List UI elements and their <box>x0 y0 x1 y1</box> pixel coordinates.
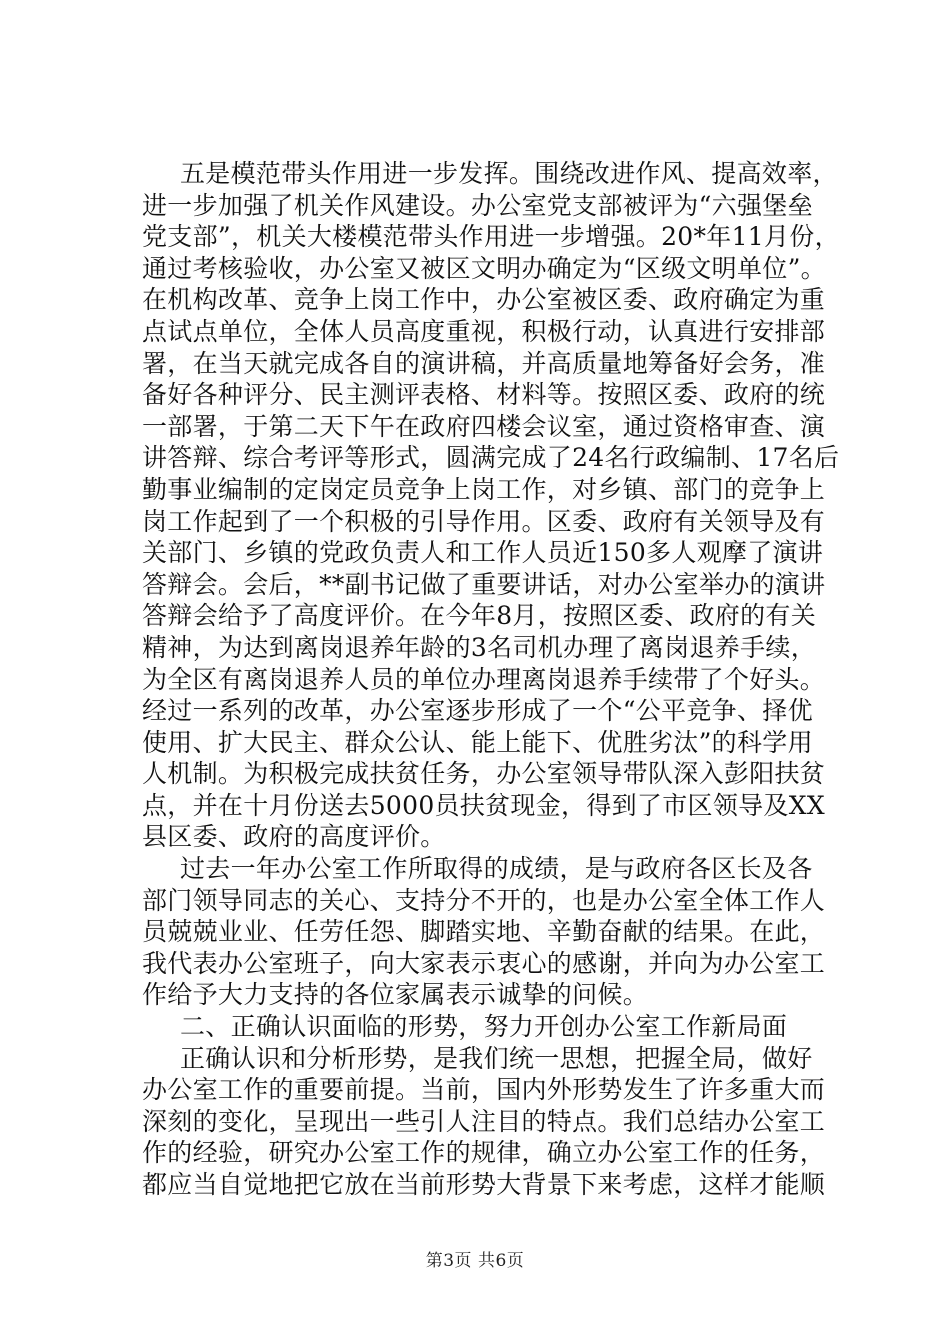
paragraph-line: 进一步加强了机关作风建设。办公室党支部被评为“六强堡垒 <box>142 190 813 220</box>
page-footer: 第3页 共6页 <box>425 1251 525 1271</box>
paragraph-line: 备好各种评分、民主测评表格、材料等。按照区委、政府的统 <box>142 380 826 410</box>
paragraph-line: 点，并在十月份送去5000员扶贫现金，得到了市区领导及XX <box>142 790 825 820</box>
paragraph-line: 我代表办公室班子，向大家表示衷心的感谢，并向为办公室工 <box>142 948 826 978</box>
paragraph-line: 为全区有离岗退养人员的单位办理离岗退养手续带了个好头。 <box>142 664 826 694</box>
paragraph-line: 县区委、政府的高度评价。 <box>142 822 446 852</box>
paragraph-line: 在机构改革、竞争上岗工作中，办公室被区委、政府确定为重 <box>142 285 826 315</box>
paragraph-line: 署，在当天就完成各自的演讲稿，并高质量地筹备好会务，准 <box>142 348 826 378</box>
paragraph-line: 答辩会给予了高度评价。在今年8月，按照区委、政府的有关 <box>142 601 817 631</box>
paragraph-line: 作给予大力支持的各位家属表示诚挚的问候。 <box>142 980 649 1010</box>
paragraph-line: 一部署，于第二天下午在政府四楼会议室，通过资格审查、演 <box>142 411 826 441</box>
section-heading: 二、正确认识面临的形势，努力开创办公室工作新局面 <box>180 1012 788 1042</box>
paragraph-line: 都应当自觉地把它放在当前形势大背景下来考虑，这样才能顺 <box>142 1170 826 1199</box>
paragraph-line: 岗工作起到了一个积极的引导作用。区委、政府有关领导及有 <box>142 506 826 536</box>
paragraph-line: 部门领导同志的关心、支持分不开的，也是办公室全体工作人 <box>142 885 826 915</box>
paragraph-line: 办公室工作的重要前提。当前，国内外形势发生了许多重大而 <box>142 1075 826 1105</box>
paragraph-line: 勤事业编制的定岗定员竞争上岗工作，对乡镇、部门的竞争上 <box>142 474 826 504</box>
paragraph-line: 人机制。为积极完成扶贫任务，办公室领导带队深入彭阳扶贫 <box>142 759 826 789</box>
paragraph-line: 答辩会。会后，**副书记做了重要讲话，对办公室举办的演讲 <box>142 569 826 599</box>
paragraph-line: 过去一年办公室工作所取得的成绩，是与政府各区长及各 <box>180 854 813 884</box>
paragraph-line: 党支部”，机关大楼模范带头作用进一步增强。20*年11月份， <box>142 222 840 252</box>
paragraph-line: 经过一系列的改革，办公室逐步形成了一个“公平竞争、择优 <box>142 696 813 726</box>
paragraph-line: 作的经验，研究办公室工作的规律，确立办公室工作的任务， <box>142 1138 826 1168</box>
paragraph-line: 点试点单位，全体人员高度重视，积极行动，认真进行安排部 <box>142 316 826 346</box>
paragraph-line: 正确认识和分析形势，是我们统一思想，把握全局，做好 <box>180 1043 813 1073</box>
document-body <box>142 158 840 1201</box>
paragraph-line: 深刻的变化，呈现出一些引人注目的特点。我们总结办公室工 <box>142 1106 826 1136</box>
paragraph-line: 五是模范带头作用进一步发挥。围绕改进作风、提高效率， <box>180 159 838 188</box>
paragraph-line: 员兢兢业业、任劳任怨、脚踏实地、辛勤奋献的结果。在此， <box>142 917 826 947</box>
paragraph-line: 通过考核验收，办公室又被区文明办确定为“区级文明单位”。 <box>142 253 826 283</box>
paragraph-line: 精神，为达到离岗退养年龄的3名司机办理了离岗退养手续， <box>142 632 817 662</box>
paragraph-line: 讲答辩、综合考评等形式，圆满完成了24名行政编制、17名后 <box>142 443 840 473</box>
paragraph-line: 使用、扩大民主、群众公认、能上能下、优胜劣汰”的科学用 <box>142 727 813 757</box>
paragraph-line: 关部门、乡镇的党政负责人和工作人员近150多人观摩了演讲 <box>142 538 824 568</box>
